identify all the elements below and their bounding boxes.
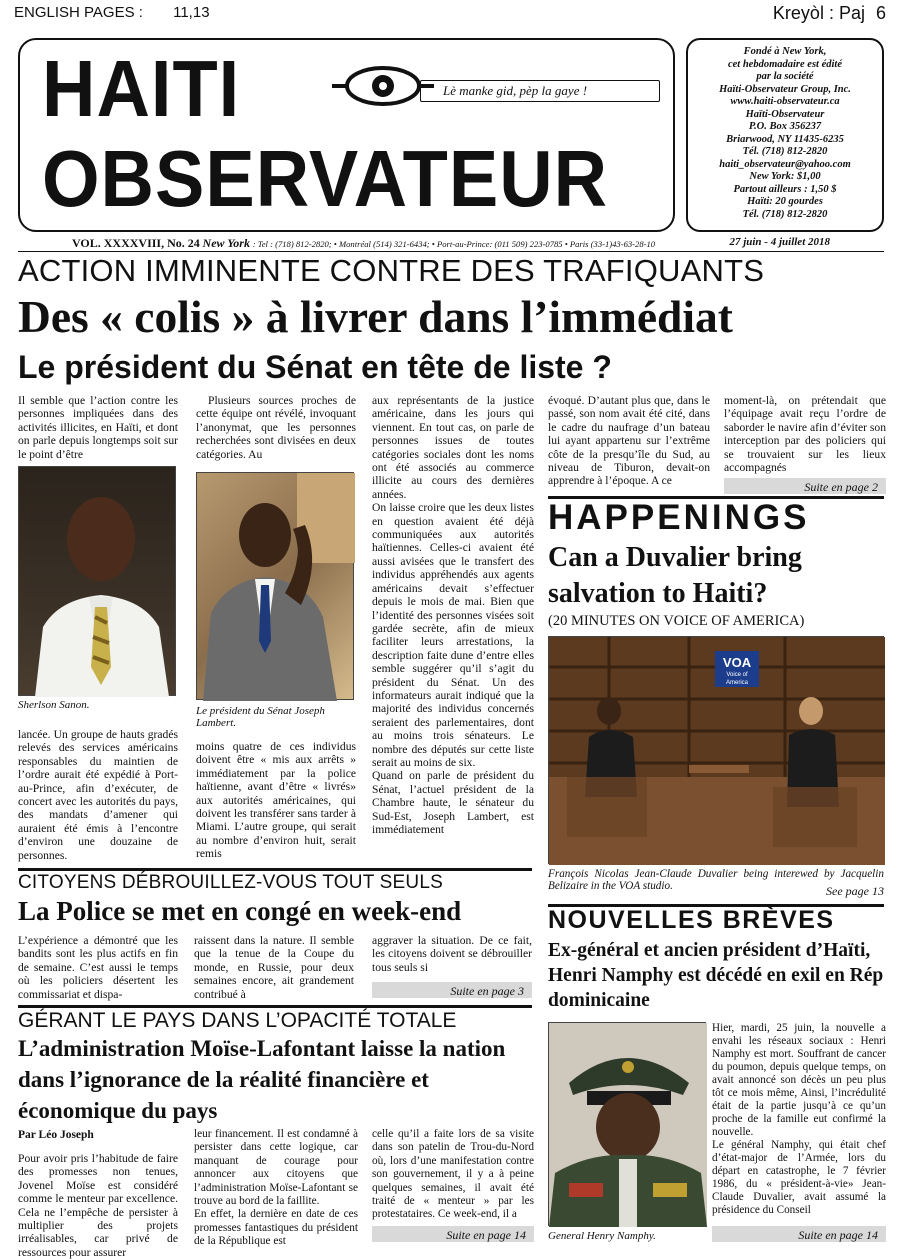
masthead-title-haiti: HAITI bbox=[42, 43, 241, 134]
masthead-info-line: Fondé à New York, bbox=[743, 46, 827, 57]
masthead-info-line: Partout ailleurs : 1,50 $ bbox=[733, 183, 837, 195]
breves-headline: Ex-général et ancien président d’Haïti, Henri Namphy est décédé en exil en Rép dominicaine bbox=[548, 940, 884, 1011]
masthead-info-line: New York: $1,00 bbox=[749, 171, 821, 182]
caption-lambert: Le président du Sénat Joseph Lambert. bbox=[196, 705, 325, 729]
voa-logo-icon bbox=[715, 651, 759, 687]
english-pages-text: ENGLISH PAGES : bbox=[14, 4, 143, 21]
police-suite: Suite en page 3 bbox=[372, 982, 532, 998]
lead-suite: Suite en page 2 bbox=[724, 478, 886, 494]
photo-joseph-lambert bbox=[196, 472, 354, 700]
opacity-col1: Pour avoir pris l’habitude de faire des promesses non tenues, Jovenel Moïse est considéré comme le menteur par excellence. Cela ne l’empêche de persister à multiplier des projets irréalisables, car privé de ressources pour assurer bbox=[18, 1152, 178, 1259]
masthead-title-observateur: OBSERVATEUR bbox=[42, 133, 609, 224]
happenings-see-page: See page 13 bbox=[826, 884, 884, 898]
volume-contacts: : Tel : (718) 812-2820; • Montréal (514) 321-6434; • Port-au-Prince: (011 509) 223-0785 • Paris (33-1)43-63-28-10 bbox=[252, 239, 656, 249]
masthead-info-box bbox=[686, 38, 884, 232]
masthead-info-line: Haïti-Observateur Group, Inc. bbox=[719, 83, 851, 95]
english-pages-numbers: 11,13 bbox=[173, 4, 210, 21]
police-kicker: CITOYENS DÉBROUILLEZ-VOUS TOUT SEULS bbox=[18, 872, 443, 893]
caption-sherlson: Sherlson Sanon. bbox=[18, 699, 90, 711]
opacity-kicker: GÉRANT LE PAYS DANS L’OPACITÉ TOTALE bbox=[18, 1009, 457, 1032]
masthead-info-line: Briarwood, NY 11435-6235 bbox=[726, 133, 844, 145]
opacity-col3: celle qu’il a faite lors de sa visite dans son patelin de Trou-du-Nord où, lors d’une manifestation contre son gouvernement, il y a à peine quelques semaines, il avait été traité de « menteur » par les protestataires. Ce week-end, il a bbox=[372, 1128, 534, 1221]
masthead-motto: Lè manke gid, pèp la gaye ! bbox=[420, 80, 660, 102]
lead-subhead: Le président du Sénat en tête de liste ? bbox=[18, 349, 612, 385]
masthead-info-line: Haïti-Observateur bbox=[745, 108, 825, 120]
happenings-caption: François Nicolas Jean-Claude Duvalier being interewed by Jacquelin Belizaire in the VOA studio. bbox=[548, 868, 884, 892]
masthead-info-line: haiti_observateur@yahoo.com bbox=[719, 158, 851, 170]
photo-henri-namphy bbox=[548, 1022, 706, 1226]
issue-date: 27 juin - 4 juillet 2018 bbox=[729, 236, 830, 248]
lead-headline: Des « colis » à livrer dans l’immédiat bbox=[18, 291, 733, 342]
opacity-headline: L’administration Moïse-Lafontant laisse la nation dans l’ignorance de la réalité financière et économique du pays bbox=[18, 1036, 506, 1123]
lead-col1-bottom: lancée. Un groupe de hauts gradés relevés des services américains responsables du maintien de l’ordre aurait été expédié à Port-au-Prince, afin d’exécuter, de concert avec les autorités du pays, des mandats d’amener qui auraient été émis à l’encontre d’environ une douzaine de personnes. bbox=[18, 728, 178, 862]
breves-text: Hier, mardi, 25 juin, la nouvelle a envahi les réseaux sociaux : Henri Namphy est mort. Souffrant de cancer du poumon, depuis quelque temps, on avait annoncé son décès un peu plus tôt ce mois même, Ainsi, l’incrédulité était de la partie jusqu’à ce qu’un proche de la famille eut confirmé la nouvelle. Le général Namphy, qui était chef d’état-major de l’Armée, lors du départ en catastrophe, le 7 février 1986, du « président-à-vie» Jean-Claude Duvalier, avait assumé la présidence du Conseil bbox=[712, 1022, 886, 1216]
police-col2: raissent dans la nature. Il semble que la tenue de la Coupe du monde, en Russie, pour deux semaines encore, ait grandement contribué à bbox=[194, 934, 354, 1001]
volume-city: New York bbox=[202, 236, 250, 250]
opacity-col2: leur financement. Il est condamné à persister dans cette logique, car manquant de courage pour annoncer aux citoyens que l’administration Moïse-Lafontant se trouve au bord de la faillite. En effet, la dernière en date de ces promesses fantastiques du président de la République est bbox=[194, 1128, 358, 1248]
voa-logo-subtext: Voice of America bbox=[725, 672, 748, 686]
lead-col3: aux représentants de la justice américaine, dans les jours qui viennent. En tout cas, on parle de personnes issues de toutes catégories sociales dont les noms ont été associés au commerce illicite au cours des dernières années. On laisse croire que les deux listes en question avaient été déjà communiquées aux autorités haïtiennes. Celles-ci avaient été aussi avisées que le transfert des individus appréhendés aux agents américains devait s’effectuer depuis le mois de mai. Bien que l’identité des personnes visées soit gardée secrète, afin de mieux faciliter leurs arrestations, la description faite dune d’entre elles semble suggérer qu’il s’agit du président du Sénat. Un des informateurs aurait indiqué que la majorité des individus concernés seraient des parlementaires, dont au moins trois sénateurs. Le nombre des députés sur cette liste serait au moins de six. Quand on parle de président du Sénat, l’actuel président de la Chambre haute, le sénateur du Sud-Est, Joseph Lambert, est immédiatement bbox=[372, 394, 534, 836]
masthead-info bbox=[688, 46, 882, 221]
english-pages-label bbox=[14, 4, 210, 21]
breves-suite: Suite en page 14 bbox=[712, 1226, 886, 1242]
masthead-info-line: Haïti: 20 gourdes bbox=[747, 196, 823, 207]
caption-namphy: General Henry Namphy. bbox=[548, 1230, 656, 1242]
lead-col5: moment-là, on prétendait que l’équipage avait reçu l’ordre de saborder le navire afin d’éviter son interception par des policiers qui se trouvaient sur les lieux accompagnés bbox=[724, 394, 886, 475]
lead-kicker: ACTION IMMINENTE CONTRE DES TRAFIQUANTS bbox=[18, 253, 765, 288]
masthead-info-line: www.haiti-observateur.ca bbox=[730, 96, 840, 107]
masthead-info-line: Tél. (718) 812-2820 bbox=[742, 146, 828, 157]
masthead-info-line: cet hebdomadaire est édité bbox=[727, 58, 842, 70]
happenings-subhead: (20 MINUTES ON VOICE OF AMERICA) bbox=[548, 613, 805, 629]
masthead-box bbox=[18, 38, 675, 232]
photo-voa-studio bbox=[548, 636, 884, 864]
opacity-byline: Par Léo Joseph bbox=[18, 1129, 94, 1141]
police-col1: L’expérience a démontré que les bandits sont les plus actifs en fin de semaine. C’est aussi le temps où les policiers désertent les commissariat et dispa- bbox=[18, 934, 178, 1001]
happenings-headline: Can a Duvalier bring salvation to Haiti? bbox=[548, 542, 802, 609]
lead-col1-top: Il semble que l’action contre les personnes impliquées dans des activités illicites, en Haïti, et dont on parle depuis longtemps soit sur le point d’être bbox=[18, 394, 178, 461]
voa-logo-text: VOA bbox=[722, 655, 752, 670]
photo-sherlson-sanon bbox=[18, 466, 176, 696]
opacity-suite: Suite en page 14 bbox=[372, 1226, 534, 1242]
masthead-info-line: par la société bbox=[756, 71, 814, 82]
masthead-info-line: P.O. Box 356237 bbox=[748, 121, 822, 132]
happenings-label: HAPPENINGS bbox=[548, 498, 810, 537]
kreyol-page-number: 6 bbox=[875, 3, 886, 23]
volume-number: VOL. XXXXVIII, No. 24 bbox=[72, 236, 200, 250]
kreyol-pages-label bbox=[773, 3, 886, 24]
kreyol-pages-text: Kreyòl : Paj bbox=[772, 3, 865, 23]
police-headline: La Police se met en congé en week-end bbox=[18, 896, 462, 926]
police-col3: aggraver la situation. De ce fait, les citoyens doivent se débrouiller tous seuls si bbox=[372, 934, 532, 974]
lead-col2-top: Plusieurs sources proches de cette équipe ont révélé, invoquant l’anonymat, que les personnes recherchées sont divisées en deux catégories. Au bbox=[196, 394, 356, 461]
breves-label: NOUVELLES BRÈVES bbox=[548, 906, 835, 934]
lead-col2-bottom: moins quatre de ces individus doivent être « mis aux arrêts » immédiatement par la police haïtienne, avant d’être « livrés» aux autorités américaines, qui doivent les transférer sans tarder à Miami. L’autre groupe, qui serait au nombre d’environ huit, serait remis bbox=[196, 740, 356, 861]
lead-col4: évoqué. D’autant plus que, dans le passé, son nom avait été cité, dans le cadre du naufrage d’un bateau lui ayant appartenu sur l’extrême côte de la presqu’île du Sud, au niveau de Tiburon, devait-on apprendre à l’époque. A ce bbox=[548, 394, 710, 488]
masthead-info-line: Tél. (718) 812-2820 bbox=[742, 208, 828, 220]
